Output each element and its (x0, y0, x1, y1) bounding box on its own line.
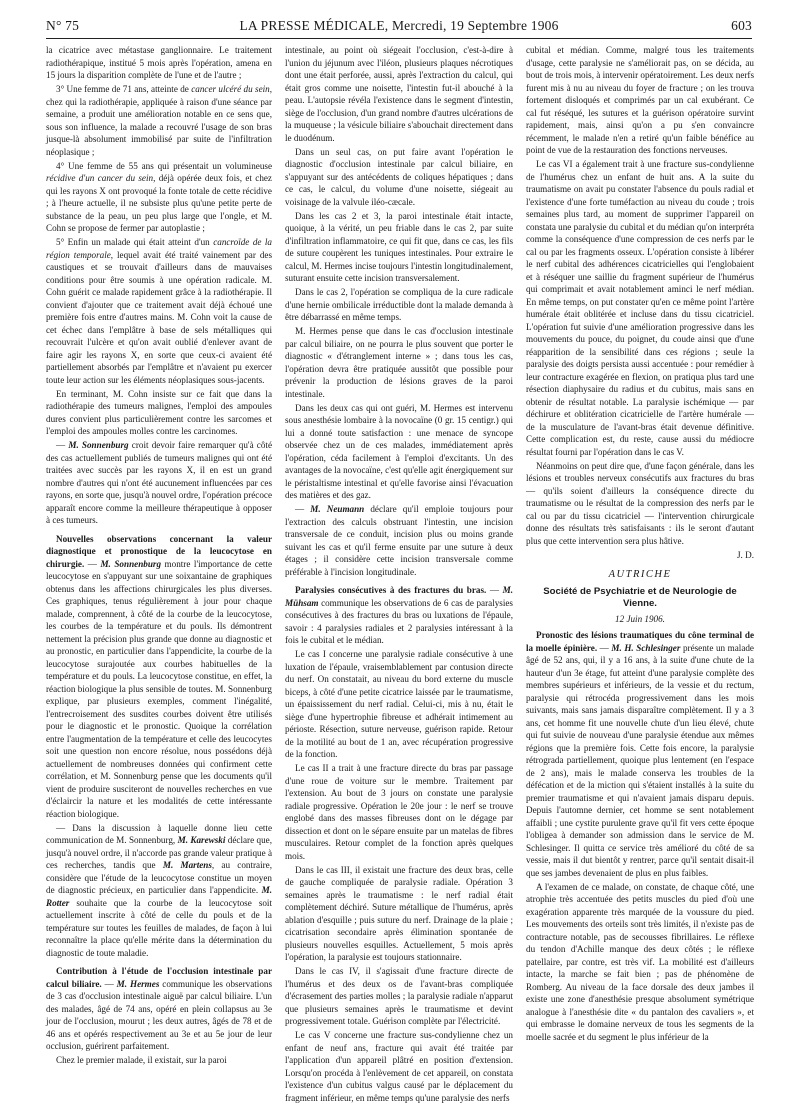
paragraph: Le cas V concerne une fracture sus-condylienne chez un enfant de neuf ans, fracture qui avait été traitée par l'application d'un appareil plâtré en position d'extension. Lorsqu'on procéda à l'enlèvement de cet appareil, on constata l'existence d'un cubitus valgus causé par le déplacement du fragment inférieur, en même temps qu'une paralysie des nerfs (285, 1030, 513, 1103)
text-run: communique les observations de 3 cas d'occlusion intestinale aiguë par calcul biliaire. L'un des malades, âgé de 74 ans, opéré en plein collapsus au 3e jour de l'occlusion, mourut ; les deux autres, âgés de 78 et de 46 ans et opérés respectivement au 3e et au 5e jour de leur occlusion, guérirent parfaitement. (46, 978, 273, 1051)
article-heading: Contribution à l'étude de l'occlusion intestinale par calcul biliaire. (46, 966, 272, 989)
article-paragraph (46, 965, 272, 1053)
paragraph: cubital et médian. Comme, malgré tous les traitements d'usage, cette paralysie ne s'améliorait pas, on se décida, au bout de trois mois, à intervenir opératoirement. Les deux nerfs furent mis à nu au niveau du foyer de fracture ; on les trouva fortement disloqués et comprimés par un cal exubérant. Ce cal fut réséqué, les sutures et la guérison opératoire survint rapidement, mais, ainsi qu'on a pu s'en convaincre récemment, le malade n'en a retiré qu'un faible bénéfice au point de vue de la restauration des fonctions nerveuses. (526, 45, 754, 155)
paragraph: A l'examen de ce malade, on constate, de chaque côté, une atrophie très accentuée des petits muscles du pied d'où une exagération apparente très marquée de la voussure du pied. Les mouvements des orteils sont très limités, il n'existe pas de contracture notable, pas de secousses fibrillaires. Le réflexe du tendon d'Achille manque des deux côtés ; le réflexe patellaire, par contre, est très vif. La mobilité est d'ailleurs intacte, la marche se fait bien ; pas de phénomène de Romberg. Au niveau de la face dorsale des deux jambes il existe une zone d'anesthésie presque absolument symétrique analogue à l'anesthésie dite « du pantalon des cavaliers », et qui embrasse le domaine nerveux de tous les segments de la moelle sacrée et du segment le plus inférieur de la (526, 881, 754, 1042)
italic-text: cancer ulcéré du sein (191, 84, 270, 94)
text-run: , au contraire, considère que l'étude de la leucocytose constitue un moyen de diagnostic précieux, en particulier dans l'appendicite. (46, 860, 272, 895)
paragraph (46, 83, 272, 158)
paragraph (46, 160, 272, 235)
section-country: AUTRICHE (608, 569, 672, 580)
journal-title: LA PRESSE MÉDICALE, Mercredi, 19 Septembre 1906 (239, 18, 559, 33)
column-1 (46, 44, 272, 1064)
paragraph: Dans les deux cas qui ont guéri, M. Hermes est intervenu sous anesthésie lombaire à la novocaïne (0 gr. 15 centigr.) qui lui a donné toute satisfaction : une menace de syncope observée chez un de ces malades, immédiatement après l'opération, céda facilement à l'emploi d'excitants. Un des avantages de la novocaïne, c'est qu'elle agit énergiquement sur le péristaltisme intestinal et qu'elle favorise ainsi l'évacuation des matières et des gaz. (285, 402, 513, 500)
speaker-name: M. Sonnenburg (100, 558, 162, 569)
text-run: — (597, 642, 612, 653)
speaker-name: M. Martens (162, 860, 212, 870)
paragraph: la cicatrice avec métastase ganglionnaire. Le traitement radiothérapique, institué 5 mois après l'opération, amena en 15 jours la disparition complète de l'une et de l'autre ; (46, 45, 272, 80)
paragraph: intestinale, au point où siégeait l'occlusion, c'est-à-dire à l'union du jéjunum avec l'iléon, plusieurs plaques nécrotiques dont une était perforée, aussi, après l'extraction du calcul, qui était gros comme une noisette, l'intestin fut-il abouché à la peau. L'autopsie révéla l'existence dans le segment d'intestin, siège de l'occlusion, d'un grand nombre d'autres ulcérations de la muqueuse ; la vésicule biliaire s'abouchait directement dans le duodénum. (285, 45, 513, 143)
running-head (46, 18, 752, 36)
text-run: 4° Une femme de 55 ans qui présentait un volumineuse (56, 160, 272, 171)
text-run: — (56, 440, 69, 450)
author-signature: J. D. (737, 549, 754, 560)
text-run: , chez qui la radiothérapie, appliquée à raison d'une séance par semaine, a produit une amélioration notable en ce sens que, sous son influence, la malade a recouvré l'usage de son bras jusque-là absolument immobilisé par suite de l'infiltration néoplasique ; (46, 84, 273, 157)
paragraph (46, 236, 272, 386)
text-run: souhaite que la courbe de la leucocytose soit actuellement inscrite à côté de celle du pouls et de la température sur toutes les feuilles de malades, de façon à lui reconnaître la place qu'elle mérite dans la détermination du diagnostic de toute maladie. (46, 897, 272, 958)
article-heading: Pronostic des lésions traumatiques du cône terminal de la moelle épinière. (526, 630, 754, 653)
text-run: , lequel avait été traité vainement par des caustiques et se trouvait d'ailleurs dans de mauvaises conditions pour être soumis à une opération radicale. M. Cohn guérit ce malade rapidement grâce à la radiothérapie. Il convient d'ajouter que ce traitement avait déjà échoué une première fois entre d'autres mains. M. Cohn voit la cause de cet échec dans l'emplâtre à base de sels métalliques qui recouvrait l'ulcère et qu'on avait oublié d'enlever avant de faire agir les rayons X, en sorte que ceux-ci avaient été partiellement absorbés par l'emplâtre et n'avaient pu exercer toute leur action sur les éléments néoplasiques sous-jacents. (46, 249, 272, 385)
speaker-name: M. Rotter (46, 885, 272, 908)
text-run: communique les observations de 6 cas de paralysies consécutives à des fractures du bras ou luxations de l'épaule, savoir : 4 paralysies radiales et 2 paralysies intéressant à la fois le cubital et le médian. (285, 597, 513, 645)
text-run: — Dans la discussion à laquelle donne lieu cette communication de M. Sonnenburg, (46, 822, 272, 845)
paragraph (46, 822, 272, 960)
italic-text: récidive d'un cancer du sein (46, 173, 154, 183)
paragraph: M. Hermes pense que dans le cas d'occlusion intestinale par calcul biliaire, on ne pourra le plus souvent que porter le diagnostic « d'étranglement interne » ; dans tous les cas, l'opération devra être pratiquée aussitôt que possible pour prévenir la production de lésions graves de la paroi intestinale. (285, 326, 513, 399)
column-3 (526, 44, 754, 1064)
text-run: — (486, 585, 503, 595)
text-run: 3° Une femme de 71 ans, atteinte de (56, 84, 192, 94)
article-paragraph (526, 629, 754, 879)
paragraph (46, 439, 272, 527)
paragraph: En terminant, M. Cohn insiste sur ce fait que dans la radiothérapie des tumeurs malignes, l'emploi des ampoules dures convient plus particulièrement contre les sarcomes et l'emploi des ampoules molles contre les carcinomes. (46, 388, 272, 436)
speaker-name: M. Sonnenburg (68, 440, 129, 450)
speaker-name: M. Mühsam (285, 585, 513, 608)
text-run: montre l'importance de cette leucocytose en s'appuyant sur une soixantaine de graphiques obtenus dans les affections chirurgicales les plus diverses. Ces graphiques, tenus régulièrement à jour pour chaque malade, comprennent, à côté de la courbe de la leucocytose, les courbes de la température et du pouls. Ils démontrent nettement la précision plus grande que donne au diagnostic et au pronostic, en particulier dans l'appendicite, la courbe de la leucocytose surajoutée aux courbes habituelles de la température et du pouls. La leucocytose constitue, en effet, la réaction biologique la plus sensible de toutes. M. Sonnenburg explique, par plusieurs exemples, comment l'inégalité, l'entrecroisement des susdites courbes doivent être utilisés pour le diagnostic et le pronostic. Quoique la corrélation entre l'augmentation de la température et celle des leucocytes soit une question non encore résolue, nous possédons déjà actuellement de nombreuses données qui confirment cette corrélation, et M. Sonnenburg pense que les documents qu'il vient de produire susciteront de nouvelles recherches en vue d'éclaircir la nature et les modalités de cette intéressante réaction biologique. (46, 558, 273, 819)
paragraph: Le cas VI a également trait à une fracture sus-condylienne de l'humérus chez un enfant de huit ans. A la suite du traumatisme on avait pu constater l'absence du pouls radial et l'existence d'une forte tuméfaction au niveau du coude ; trois semaines plus tard, au moment de supprimer l'appareil on constata une paralysie du cubital et du médian qu'on interpréta comme la conséquence d'une compression de ces nerfs par le cal ou par les fragments osseux. L'opération consiste à libérer le nerf cubital des adhérences cicatricielles qui l'englobaient et à réséquer une saillie du fragment supérieur de l'humérus qui comprimait et avait notablement aminci le nerf médian. En même temps, on put constater qu'en ce même point l'artère humérale était oblitérée et incluse dans du tissu cicatriciel. L'opération fut suivie d'une amélioration progressive dans les mouvements du pouce, du poignet, du coude ainsi que d'une réapparition de la sensibilité dans ces régions ; seule la paralysie des doigts persista aussi accentuée : pour remédier à leur contracture exagérée en flexion, on pratiqua plus tard une résection diaphysaire du radius et du cubitus, mais sans en obtenir de résultat notable. La paralysie ischémique — par déchirure et oblitération cicatricielle de l'artère humérale — de la musculature de l'avant-bras était devenue définitive. Cette complication est, du reste, cause aussi du médiocre résultat fourni par l'opération dans le cas V. (526, 159, 754, 457)
article-heading: Paralysies consécutives à des fractures du bras. (295, 585, 487, 595)
article-heading: Nouvelles observations concernant la valeur diagnostique et pronostique de la leucocytose en chirurgie. (46, 533, 272, 569)
text-run: déclare que, jusqu'à nouvel ordre, il n'accorde pas grande valeur pratique à ces recherches, tandis que (46, 835, 273, 870)
session-date: 12 Juin 1906. (615, 613, 665, 624)
paragraph: Dans le cas 2, l'opération se compliqua de la cure radicale d'une hernie ombilicale irréductible dont la malade demanda à être débarrassé en même temps. (285, 287, 513, 322)
italic-text: cancroïde de la région temporale (46, 237, 272, 260)
paragraph: Dans les cas 2 et 3, la paroi intestinale était intacte, quoique, à la vérité, un peu friable dans le cas 2, par suite d'infiltration inflammatoire, ce qui fit que, dans ce cas, les fils de suture coupèrent les tuniques intestinales. Pour extraire le calcul, M. Hermes incise toujours l'intestin longitudinalement, suturant ensuite cette incision transversalement. (285, 210, 513, 283)
text-run: présente un malade âgé de 52 ans, qui, il y a 16 ans, à la suite d'une chute de la hauteur d'un 3e étage, fut atteint d'une paralysie complète des membres supérieurs et inférieurs, de la vessie et du rectum, paralysie qui rétrocéda progressivement dans les mois suivants, mais sans jamais disparaître complètement. Il y a 3 ans, cet homme fit une nouvelle chute d'un lieu élevé, chute qui fut suivie de nouveau d'une paralysie étendue aux mêmes régions que la première fois. Cette fois encore, la paralysie rétrograda partiellement, quoique plus lentement (en l'espace de 2 ans), mais le malade conserva les troubles de la défécation et de la miction qui s'étaient installés à la suite du premier traumatisme et qui n'avaient jamais disparu depuis. Depuis l'automne dernier, cet homme se sent notablement affaibli ; une cystite purulente grave qu'il fit vers cette époque l'obligea à demander son admission dans le service de M. Schlesinger. Il quitta ce service très amélioré du côté de sa vessie, mais il dut bientôt y rentrer, parce qu'il sentait disait-il que ses jambes devenaient de plus en plus faibles. (526, 642, 754, 878)
issue-number: N° 75 (46, 18, 80, 33)
society-title: Société de Psychiatrie et de Neurologie de Vienne. (543, 585, 737, 609)
paragraph: Dans le cas III, il existait une fracture des deux bras, celle de gauche compliquée de paralysie radiale. Opération 3 semaines après le traumatisme : le nerf radial était complètement déchiré. Suture métallique de l'humérus, après ablation d'esquille ; puis suture du nerf. Drainage de la plaie ; cicatrisation secondaire après élimination spontanée de plusieurs nouvelles esquilles. Actuellement, 5 mois après l'opération, la paralysie est toujours stationnaire. (285, 864, 513, 962)
speaker-name: M. Hermes (116, 978, 160, 989)
paragraph: Néanmoins on peut dire que, d'une façon générale, dans les lésions et troubles nerveux consécutifs aux fractures du bras — qu'ils soient d'ailleurs la conséquence directe du traumatisme ou le résultat de la compression des nerfs par le cal ou par du tissu cicatriciel — l'intervention chirurgicale donne des résultats très satisfaisants : ils le seront d'autant plus que cette intervention sera plus hâtive. (526, 460, 754, 546)
text-run: — (84, 558, 101, 569)
text-run: — (101, 978, 117, 989)
page-number: 603 (731, 18, 752, 33)
speaker-name: M. Karewski (177, 835, 226, 845)
text-run: — (295, 504, 311, 514)
text-run: déclare qu'il emploie toujours pour l'extraction des calculs obstruant l'intestin, une incision transversale de ce conduit, incision plus ou moins grande suivant les cas et qu'il ferme ensuite par une suture à deux étages ; il considère cette incision transversale comme préférable à l'incision longitudinale. (285, 504, 513, 577)
paragraph: Le cas I concerne une paralysie radiale consécutive à une luxation de l'épaule, vraisemblablement par contusion directe du nerf. On constatait, au niveau du bord externe du muscle biceps, à côté d'une petite cicatrice laissée par le traumatisme, un épaississement du nerf radial. Celui-ci, mis à nu, était le siège d'une hypertrophie fibreuse et adhérait intimement au périoste. Résection, suture nerveuse, guérison rapide. Retour de la motilité au bout de 1 an, avec récupération progressive de la fonction. (285, 649, 513, 759)
article-paragraph (285, 584, 513, 647)
paragraph: Dans le cas IV, il s'agissait d'une fracture directe de l'humérus et des deux os de l'avant-bras compliquée d'écrasement des parties molles ; la paralysie radiale n'apparut que plusieurs semaines après le traumatisme et devint progressivement totale. Guérison complète par l'électricité. (285, 966, 513, 1026)
text-run: 5° Enfin un malade qui était atteint d'un (56, 237, 214, 247)
paragraph: Chez le premier malade, il existait, sur la paroi (56, 1055, 227, 1065)
speaker-name: M. Neumann (310, 504, 365, 514)
column-2 (285, 44, 513, 1103)
text-run: croit devoir faire remarquer qu'à côté des cas actuellement publiés de tumeurs malignes qui ont été traitées avec succès par les rayons X, il en est un grand nombre d'autres qui n'ont été aucunement influencées par ces rayons, en sorte que, jusqu'à nouvel ordre, l'opération précoce apparaît encore comme la meilleure thérapeutique à opposer à ces tumeurs. (46, 440, 273, 525)
article-paragraph (46, 533, 272, 821)
text-run: , déjà opérée deux fois, et chez qui les rayons X ont provoqué la fonte totale de cette récidive ; à l'heure actuelle, il ne subsiste plus qu'une petite perte de substance de la peau, un peu plus large que l'ongle, et M. Cohn se propose de fermer par autoplastie ; (46, 173, 272, 233)
speaker-name: M. H. Schlesinger (611, 642, 681, 653)
paragraph: Dans un seul cas, on put faire avant l'opération le diagnostic d'occlusion intestinale par calcul biliaire, en s'appuyant sur des antécédents de coliques hépatiques ; dans ce cas, le calcul, du volume d'une noisette, siégeait au voisinage de la valvule iléo-cæcale. (285, 146, 513, 207)
paragraph: Le cas II a trait à une fracture directe du bras par passage d'une roue de voiture sur le membre. Traitement par l'extension. Au bout de 3 jours on constate une paralysie radiale progressive. Opération le 20e jour : le nerf se trouve englobé dans des masses fibreuses dont on le dégage par dissection et dont on le sépare ensuite par un matelas de fibres musculaires. Retour complet de la fonction après quelques mois. (285, 763, 513, 861)
header-rule (46, 38, 752, 39)
paragraph (285, 503, 513, 578)
